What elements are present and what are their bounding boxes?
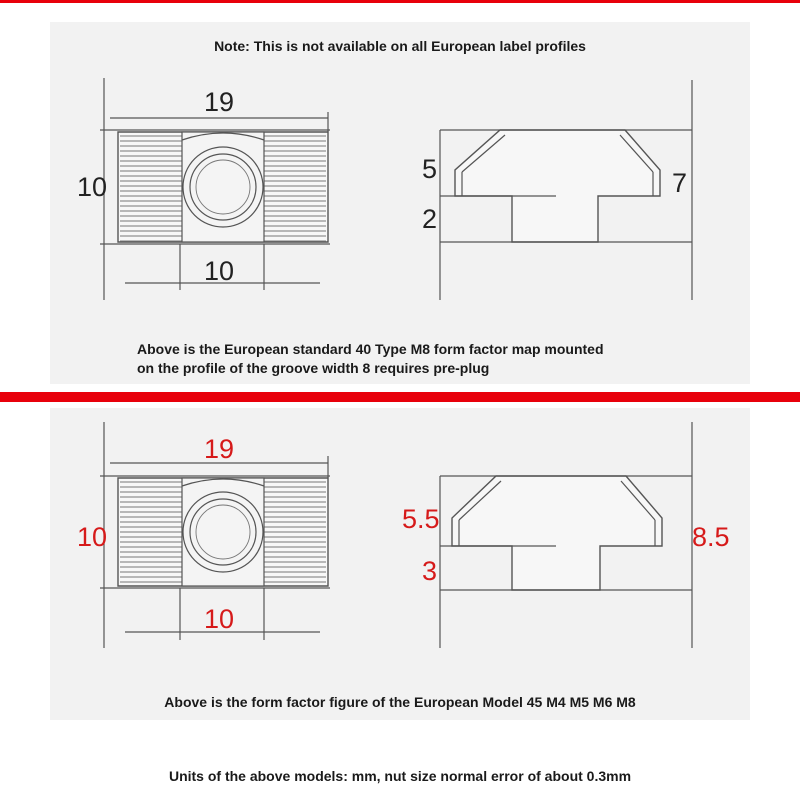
top-caption-line-1: Above is the European standard 40 Type M8 form factor map mounted <box>137 341 604 357</box>
side-total-label: 8.5 <box>692 522 730 552</box>
front-height-label: 10 <box>77 172 108 202</box>
top-caption-line-2: on the profile of the groove width 8 requires pre-plug <box>137 360 490 376</box>
side-total-label: 7 <box>672 168 688 198</box>
side-lower-label: 3 <box>422 556 438 586</box>
bottom-caption: Above is the form factor figure of the European Model 45 M4 M5 M6 M8 <box>164 694 636 710</box>
units-caption: Units of the above models: mm, nut size normal error of about 0.3mm <box>168 768 632 784</box>
divider-red-bar <box>0 392 800 402</box>
side-view <box>440 80 692 300</box>
side-lower-label: 2 <box>422 204 438 234</box>
top-red-bar <box>0 0 800 3</box>
side-upper-label: 5.5 <box>402 504 440 534</box>
note-caption: Note: This is not available on all European label profiles <box>214 38 586 54</box>
top-caption <box>137 340 737 378</box>
front-height-label: 10 <box>77 522 108 552</box>
front-slot-label: 10 <box>204 604 235 634</box>
bottom-nut-diagram <box>0 410 800 670</box>
front-width-label: 19 <box>204 434 235 464</box>
side-upper-label: 5 <box>422 154 438 184</box>
top-nut-diagram <box>0 60 800 320</box>
front-width-label: 19 <box>204 87 235 117</box>
side-view <box>440 422 692 648</box>
front-slot-label: 10 <box>204 256 235 286</box>
